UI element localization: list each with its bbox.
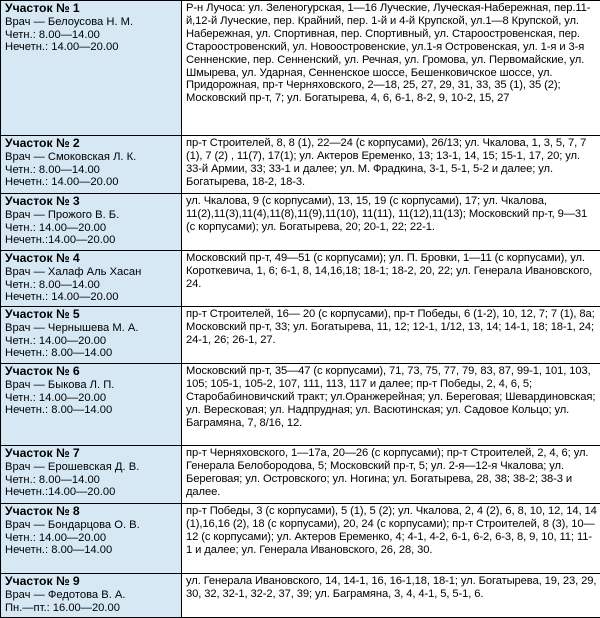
- table-row: [1, 446, 600, 504]
- district-streets: ул. Чкалова, 9 (с корпусами), 13, 15, 19 (с корпусами), 17; ул. Чкалова, 11(2),11(3),11(4),11(8),11(9),11(10), 11(11), 11(12),11(13); Московский пр-т, 9—31 (с корпусами); ул. Богатырева, 20; 20-1, 22; 22-1.: [182, 194, 600, 251]
- district-streets: Московский пр-т, 35—47 (с корпусами), 71, 73, 75, 77, 79, 83, 87, 99-1, 101, 103, 105; 105-1, 105-2, 107, 111, 113, 117 и далее; пр-т Победы, 2, 4, 6, 5; Старобабиновичский тракт; ул.Оранжерейная; ул. Береговая; Шевардиновская; ул. Вересковая; ул. Надпрудная; ул. Васютинская; ул. Садовое Кольцо; ул. Баграмяна, 7, 8/16, 12.: [182, 364, 600, 446]
- district-streets: пр-т Черняховского, 1—17а, 20—26 (с корпусами); пр-т Строителей, 2, 4, 6; ул. Генерала Белобородова, 5; Московский пр-т, 5; ул. 2-я—12-я Чкалова; ул. Береговая; ул. Островского; ул. Ногина; ул. Богатырева, 28, 38; 38-2; 38-3 и далее.: [182, 446, 600, 504]
- district-streets: пр-т Победы, 3 (с корпусами), 5 (1), 5 (2); ул. Чкалова, 2, 4 (2), 6, 8, 10, 12, 14, 14 (1),16,16 (2), 18 (с корпусами), 20, 24 (с корпусами); пр-т Строителей, 8 (3), 10—12 (с корпусами); ул. Актеров Еременко, 4; 4-1, 4-2, 6-1, 6-2, 6-3, 8, 9, 10, 11; 11-1 и далее; ул. Генерала Ивановского, 26, 28, 30.: [182, 504, 600, 574]
- doctor-name: Врач — Халаф Аль Хасан: [5, 265, 142, 278]
- district-info-cell: [1, 251, 182, 307]
- table-row: [1, 574, 600, 618]
- table-row: [1, 1, 600, 136]
- district-info-cell: [1, 136, 182, 194]
- doctor-name: Врач — Бондарцова О. В.: [5, 518, 140, 531]
- district-title: Участок № 6: [5, 364, 80, 378]
- table-row: [1, 136, 600, 194]
- doctor-name: Врач — Прожого В. Б.: [5, 208, 120, 221]
- district-info-cell: [1, 446, 182, 504]
- district-info-cell: [1, 504, 182, 574]
- hours-odd: Нечетн.: 8.00—14.00: [5, 544, 113, 557]
- doctor-name: Врач — Федотова В. А.: [5, 588, 126, 601]
- district-title: Участок № 8: [5, 504, 80, 518]
- hours-odd: Нечетн.: 14.00—20.00: [5, 291, 119, 304]
- doctor-name: Врач — Чернышева М. А.: [5, 321, 139, 334]
- hours-even: Четн.: 14.00—20.00: [5, 391, 107, 404]
- hours-odd: Нечетн.: 8.00—14.00: [5, 404, 113, 417]
- hours-even: Четн.: 14.00—20.00: [5, 334, 107, 347]
- district-title: Участок № 5: [5, 307, 80, 321]
- hours-odd: Нечетн.: 14.00—20.00: [5, 176, 119, 189]
- hours-even: Четн.: 14.00—20.00: [5, 531, 107, 544]
- hours-odd: Нечетн.:14.00—20.00: [5, 486, 116, 499]
- hours-weekdays: Пн.—пт.: 16.00—20.00: [5, 601, 120, 614]
- district-streets: Р-н Лучоса: ул. Зеленогурская, 1—16 Луческие, Луческая-Набережная, пер.11-й,12-й Луческие, пер. Крайний, пер. 1-й и 4-й Крупской, ул.1—8 Крупской, ул. Набережная, ул. Спортивная, пер. Спортивный, ул. Старoостровенская, пер. Староостровенский, ул. Новоостровенские, ул.1-я Островенская, ул. 1-я и 3-я Сенненские, пер. Сенненский, ул. Речная, ул. Громова, ул. Первомайские, ул. Шмырева, ул. Ударная, Сенненское шоссе, Бешенковичское шоссе, ул. Придорожная, пр-т Черняховского, 2—18, 25, 27, 29, 31, 33, 35 (1), 35 (2); Московский пр-т, 7; ул. Богатырева, 4, 6, 6-1, 8-2, 9, 10-2, 15, 27: [182, 1, 600, 136]
- district-info-cell: [1, 364, 182, 446]
- table-row: [1, 307, 600, 364]
- district-title: Участок № 7: [5, 446, 80, 460]
- doctor-name: Врач — Быкова Л. П.: [5, 378, 115, 391]
- district-info-cell: [1, 1, 182, 136]
- district-info-cell: [1, 194, 182, 251]
- table-row: [1, 194, 600, 251]
- hours-even: Четн.: 8.00—14.00: [5, 278, 100, 291]
- district-info-cell: [1, 307, 182, 364]
- table-row: [1, 504, 600, 574]
- district-info-cell: [1, 574, 182, 618]
- district-title: Участок № 3: [5, 194, 80, 208]
- hours-even: Четн.: 8.00—14.00: [5, 473, 100, 486]
- district-streets: ул. Генерала Ивановского, 14, 14-1, 16, 16-1,18, 18-1; ул. Богатырева, 19, 23, 29, 30, 32, 32-1, 32-2, 37, 39; ул. Баграмяна, 3, 4, 4-1, 5, 5-1, 6.: [182, 574, 600, 618]
- district-streets: пр-т Строителей, 8, 8 (1), 22—24 (с корпусами), 26/13; ул. Чкалова, 1, 3, 5, 7, 7 (1), 7 (2) , 11(7), 17(1); ул. Актеров Еременко, 13; 13-1, 14, 15; 15-1, 17, 20; ул. 33-й Армии, 33; 33-1 и далее; ул. М. Фрадкина, 3-1, 5-1, 5-2 и далее; ул. Богатырева, 18-2, 18-3.: [182, 136, 600, 194]
- hours-even: Четн.: 8.00—14.00: [5, 28, 100, 41]
- doctor-name: Врач — Белоусова Н. М.: [5, 15, 134, 28]
- hours-even: Четн.: 14.00—20.00: [5, 221, 107, 234]
- hours-odd: Нечетн.: 8.00—14.00: [5, 347, 113, 360]
- hours-odd: Нечетн.:14.00—20.00: [5, 234, 116, 247]
- district-title: Участок № 2: [5, 136, 80, 150]
- doctor-name: Врач — Ерошевская Д. В.: [5, 460, 140, 473]
- district-title: Участок № 9: [5, 574, 80, 588]
- district-title: Участок № 4: [5, 251, 80, 265]
- hours-odd: Нечетн.: 14.00—20.00: [5, 41, 119, 54]
- district-streets: пр-т Строителей, 16— 20 (с корпусами), пр-т Победы, 6 (1-2), 10, 12, 7; 7 (1), 8а; Московский пр-т, 33; ул. Богатырева, 11, 12; 12-1, 1/12, 13, 14; 14-1, 18; 18-1, 24; 24-1, 26; 26-1, 27.: [182, 307, 600, 364]
- hours-even: Четн.: 8.00—14.00: [5, 163, 100, 176]
- doctor-name: Врач — Смоковская Л. К.: [5, 150, 137, 163]
- district-title: Участок № 1: [5, 1, 80, 15]
- table-row: [1, 364, 600, 446]
- district-streets: Московский пр-т, 49—51 (с корпусами); ул. П. Бровки, 1—11 (с корпусами), ул. Короткевича, 1, 6; 6-1, 8, 14,16,18; 18-1; 18-2, 20, 22; ул. Генерала Ивановского, 24.: [182, 251, 600, 307]
- table-row: [1, 251, 600, 307]
